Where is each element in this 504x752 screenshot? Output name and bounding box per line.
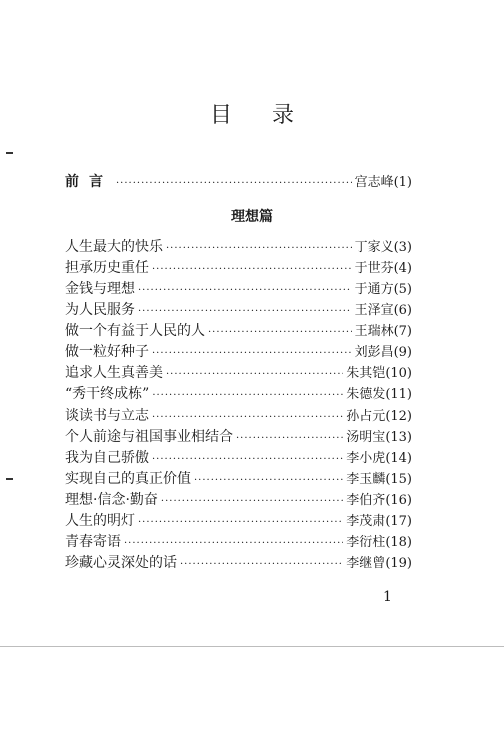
entry-title: 做一个有益于人民的人 — [65, 323, 205, 340]
entry-page: (18) — [385, 534, 412, 550]
page-number: 1 — [383, 589, 392, 605]
entry-author-page — [346, 405, 412, 424]
toc-entry — [65, 299, 412, 319]
entry-page: (14) — [385, 450, 412, 466]
leader-dots — [138, 517, 343, 528]
entry-page: (7) — [393, 324, 412, 340]
entry-title: 青春寄语 — [65, 533, 121, 550]
leader-dots — [166, 369, 343, 380]
entry-page: (10) — [385, 366, 412, 382]
entry-page: (16) — [385, 492, 412, 508]
entry-author: 刘彭昌 — [354, 345, 394, 361]
entry-page: (19) — [385, 556, 412, 572]
entry-author: 王瑞林 — [354, 324, 394, 340]
entry-title: 前言 — [65, 174, 113, 190]
leader-dots — [194, 475, 343, 486]
entry-title: 我为自己骄傲 — [65, 449, 149, 466]
entry-author: 李茂肃 — [346, 513, 386, 529]
entry-author: 李玉麟 — [346, 471, 386, 487]
toc-entry — [65, 320, 412, 340]
entry-author: 朱其铠 — [346, 366, 386, 382]
entry-author-page — [355, 257, 412, 276]
toc-entry — [65, 531, 412, 551]
entry-page: (5) — [393, 282, 412, 298]
entry-page: (17) — [385, 513, 412, 529]
toc-entry — [65, 552, 412, 572]
entry-author: 宫志峰 — [354, 175, 394, 190]
page-title — [0, 98, 504, 129]
entry-author: 李继曾 — [346, 556, 386, 572]
scan-mark — [6, 478, 13, 480]
leader-dots — [124, 538, 343, 549]
entry-author-page — [355, 236, 412, 255]
entry-author: 李小虎 — [346, 450, 386, 466]
leader-dots — [116, 178, 352, 189]
entry-title: 人生的明灯 — [65, 512, 135, 529]
leader-dots — [161, 496, 343, 507]
entry-author: 孙占元 — [346, 408, 386, 424]
leader-dots — [152, 454, 343, 465]
entry-title: 追求人生真善美 — [65, 365, 163, 382]
section-heading: 理想篇 — [231, 209, 273, 225]
entry-title: “秀干终成栋” — [65, 386, 150, 403]
entry-author-page — [355, 320, 412, 339]
leader-dots — [138, 285, 352, 296]
toc-entry — [65, 341, 412, 361]
entry-title: 人生最大的快乐 — [65, 239, 163, 255]
entry-author-page — [346, 383, 412, 402]
entry-author-page — [346, 426, 412, 445]
leader-dots — [180, 559, 343, 570]
entry-page: (11) — [385, 387, 412, 403]
toc-entry — [65, 468, 412, 488]
entry-author: 李衍柱 — [346, 534, 386, 550]
toc-entry — [65, 362, 412, 382]
entry-author: 于通方 — [354, 282, 394, 298]
toc-entry — [65, 510, 412, 530]
title-char-1: 目 — [209, 103, 232, 128]
toc-entry — [65, 383, 412, 403]
bottom-rule — [0, 646, 504, 647]
toc-entry — [65, 257, 412, 277]
leader-dots — [152, 412, 343, 423]
entry-author-page — [346, 468, 412, 487]
toc-entry — [65, 426, 412, 446]
entry-title: 担承历史重任 — [65, 260, 149, 277]
title-char-2: 录 — [272, 103, 295, 128]
entry-title: 为人民服务 — [65, 302, 135, 319]
toc-entry — [65, 278, 412, 298]
scan-mark — [6, 152, 13, 154]
entry-author: 汤明宝 — [346, 429, 386, 445]
toc-entry — [65, 489, 412, 509]
leader-dots — [152, 390, 343, 401]
entry-author-page — [346, 362, 412, 381]
toc-entry — [65, 236, 412, 256]
leader-dots — [236, 433, 343, 444]
leader-dots — [138, 306, 352, 317]
toc-entry-preface — [65, 171, 412, 191]
entry-author-page — [355, 278, 412, 297]
entry-page: (4) — [393, 261, 412, 277]
entry-author: 丁家义 — [354, 240, 394, 255]
entry-author: 于世芬 — [354, 261, 394, 277]
leader-dots — [208, 327, 352, 338]
entry-title: 理想·信念·勤奋 — [65, 491, 158, 508]
entry-page: (15) — [385, 471, 412, 487]
entry-author: 李伯齐 — [346, 492, 386, 508]
entry-author-page — [346, 489, 412, 508]
entry-title: 谈读书与立志 — [65, 407, 149, 424]
entry-author: 王泽宣 — [354, 303, 394, 319]
entry-page: (3) — [393, 240, 412, 255]
entry-page: (12) — [385, 408, 412, 424]
entry-author-page — [346, 447, 412, 466]
entry-author-page — [346, 552, 412, 571]
entry-author-page — [346, 531, 412, 550]
leader-dots — [166, 243, 352, 254]
toc-entry — [65, 447, 412, 467]
entry-title: 做一粒好种子 — [65, 344, 149, 361]
entry-page: (6) — [393, 303, 412, 319]
entry-author-page — [355, 341, 412, 360]
leader-dots — [152, 264, 352, 275]
entry-title: 实现自己的真正价值 — [65, 470, 191, 487]
toc-entry — [65, 405, 412, 425]
entry-page: (9) — [393, 345, 412, 361]
entry-author-page — [355, 299, 412, 318]
entry-page: (13) — [385, 429, 412, 445]
entry-author-page — [346, 510, 412, 529]
leader-dots — [152, 348, 352, 359]
entry-author: 朱德发 — [346, 387, 386, 403]
entry-page: (1) — [393, 175, 412, 190]
entry-title: 个人前途与祖国事业相结合 — [65, 428, 233, 445]
entry-title: 金钱与理想 — [65, 281, 135, 298]
entry-title: 珍藏心灵深处的话 — [65, 555, 177, 572]
